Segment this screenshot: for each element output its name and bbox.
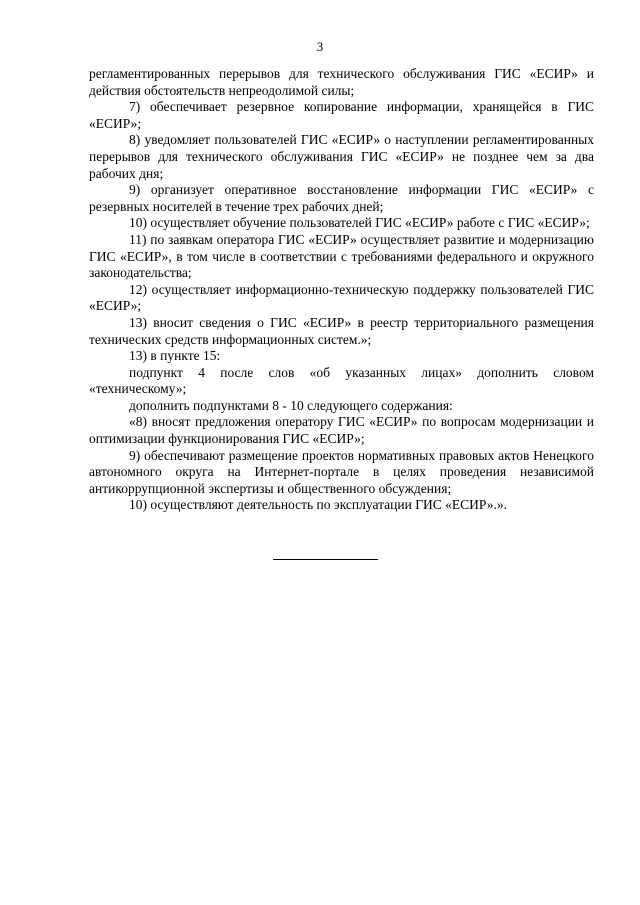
end-divider-line bbox=[273, 559, 378, 560]
paragraph-add-subpoints: дополнить подпунктами 8 - 10 следующего содержания: bbox=[129, 397, 453, 413]
paragraph-new-item-8: «8) вносят предложения оператору ГИС «ЕСИР» по вопросам модернизации и оптимизации функционирования ГИС «ЕСИР»; bbox=[89, 414, 594, 447]
paragraph-item-13: 13) вносит сведения о ГИС «ЕСИР» в реестр территориального размещения технических средств информационных систем.»; bbox=[89, 314, 594, 347]
paragraph-item-12: 12) осуществляет информационно-техническую поддержку пользователей ГИС «ЕСИР»; bbox=[89, 281, 594, 314]
paragraph-item-10: 10) осуществляет обучение пользователей ГИС «ЕСИР» работе с ГИС «ЕСИР»; bbox=[129, 215, 590, 231]
document-body bbox=[89, 66, 594, 514]
paragraph-continuation: регламентированных перерывов для технического обслуживания ГИС «ЕСИР» и действия обстоятельств непреодолимой силы; bbox=[89, 66, 594, 98]
paragraph-item-8: 8) уведомляет пользователей ГИС «ЕСИР» о наступлении регламентированных перерывов для технического обслуживания ГИС «ЕСИР» не позднее чем за два рабочих дня; bbox=[89, 132, 594, 181]
paragraph-item-11: 11) по заявкам оператора ГИС «ЕСИР» осуществляет развитие и модернизацию ГИС «ЕСИР», в том числе в соответствии с требованиями федерального и окружного законодательства; bbox=[89, 231, 594, 281]
paragraph-new-item-10: 10) осуществляют деятельность по эксплуатации ГИС «ЕСИР».». bbox=[129, 497, 507, 513]
paragraph-subpoint-4: подпункт 4 после слов «об указанных лицах» дополнить словом «техническому»; bbox=[89, 364, 594, 397]
paragraph-item-9: 9) организует оперативное восстановление информации ГИС «ЕСИР» с резервных носителей в течение трех рабочих дней; bbox=[89, 182, 594, 214]
paragraph-new-item-9: 9) обеспечивают размещение проектов нормативных правовых актов Ненецкого автономного округа на Интернет-портале в целях проведения независимой антикоррупционной экспертизы и общественного обсуждения; bbox=[89, 447, 594, 496]
paragraph-point-15: 13) в пункте 15: bbox=[129, 348, 221, 364]
paragraph-item-7: 7) обеспечивает резервное копирование информации, хранящейся в ГИС «ЕСИР»; bbox=[89, 99, 594, 131]
page-number: 3 bbox=[316, 39, 324, 54]
